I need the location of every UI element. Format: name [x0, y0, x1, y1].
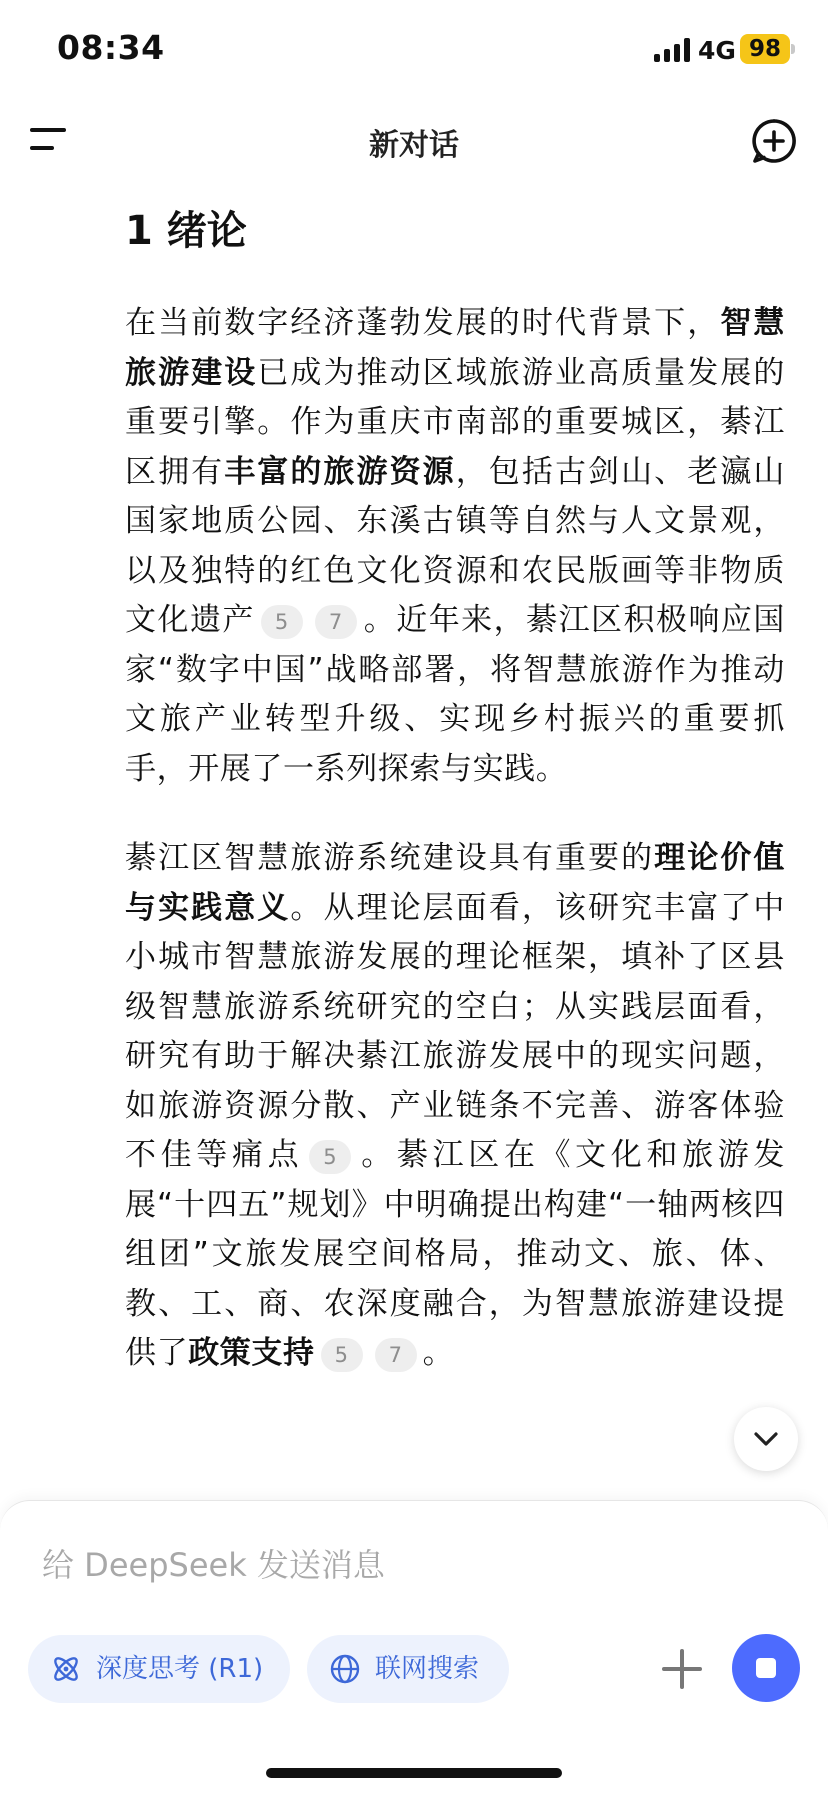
bold-text: 智慧旅游建设 [125, 305, 785, 391]
deep-think-button[interactable] [28, 1635, 290, 1703]
deep-think-label: 深度思考 (R1) [96, 1654, 264, 1684]
citation-badge[interactable]: 5 [309, 1140, 351, 1174]
scroll-down-button[interactable] [734, 1407, 798, 1471]
text-run: 在当前数字经济蓬勃发展的时代背景下， [125, 305, 721, 341]
stop-icon [756, 1658, 776, 1678]
citation-badge[interactable]: 7 [375, 1338, 417, 1372]
text-run: 綦江区智慧旅游系统建设具有重要的 [125, 840, 655, 876]
text-run: 已成为推动区域旅游业高质量发展的重要引擎。作为重庆市南部的重要城区，綦江区拥有 [125, 354, 785, 490]
network-type: 4G [698, 36, 736, 65]
assistant-message [125, 205, 785, 1505]
section-heading: 1 绪论 [125, 208, 247, 254]
home-indicator [266, 1768, 562, 1778]
status-bar [0, 0, 828, 100]
citation-badge[interactable]: 7 [315, 605, 357, 639]
bold-text: 理论价值与实践意义 [125, 840, 785, 926]
web-search-button[interactable] [307, 1635, 509, 1703]
globe-icon [329, 1653, 361, 1685]
attach-plus-icon[interactable] [660, 1647, 704, 1691]
battery-icon: 98 [740, 34, 790, 64]
atom-icon [50, 1653, 82, 1685]
citation-badge[interactable]: 5 [321, 1338, 363, 1372]
app-header [0, 100, 828, 180]
battery-cap [791, 44, 795, 54]
status-time: 08:34 [57, 28, 165, 67]
citation-badge[interactable]: 5 [261, 605, 303, 639]
signal-icon [654, 38, 690, 62]
text-run: 。从理论层面看，该研究丰富了中小城市智慧旅游发展的理论框架，填补了区县级智慧旅游系统研究的空白；从实践层面看，研究有助于解决綦江旅游发展中的现实问题，如旅游资源分散、产业链条不完善、游客体验不佳等痛点 [125, 889, 785, 1173]
paragraph-1 [125, 299, 785, 794]
web-search-label: 联网搜索 [375, 1654, 480, 1684]
text-run: 。綦江区在《文化和旅游发展“十四五”规划》中明确提出构建“一轴两核四组团”文旅发展空间格局，推动文、旅、体、教、工、商、农深度融合，为智慧旅游建设提供了 [125, 1137, 785, 1371]
bold-text: 政策支持 [188, 1335, 315, 1371]
text-run: 。近年来，綦江区积极响应国家“数字中国”战略部署，将智慧旅游作为推动文旅产业转型升级、实现乡村振兴的重要抓手，开展了一系列探索与实践。 [125, 602, 785, 787]
text-run: ，包括古剑山、老瀛山国家地质公园、东溪古镇等自然与人文景观，以及独特的红色文化资源和农民版画等非物质文化遗产 [125, 453, 785, 638]
new-chat-icon[interactable] [750, 117, 798, 165]
message-composer [0, 1500, 828, 1793]
page-title: 新对话 [369, 128, 459, 163]
paragraph-2 [125, 834, 785, 1379]
chevron-down-icon [752, 1427, 780, 1451]
bold-text: 丰富的旅游资源 [224, 453, 456, 490]
text-run: 。 [422, 1335, 455, 1371]
stop-generation-button[interactable] [732, 1634, 800, 1702]
message-input[interactable] [40, 1539, 784, 1591]
